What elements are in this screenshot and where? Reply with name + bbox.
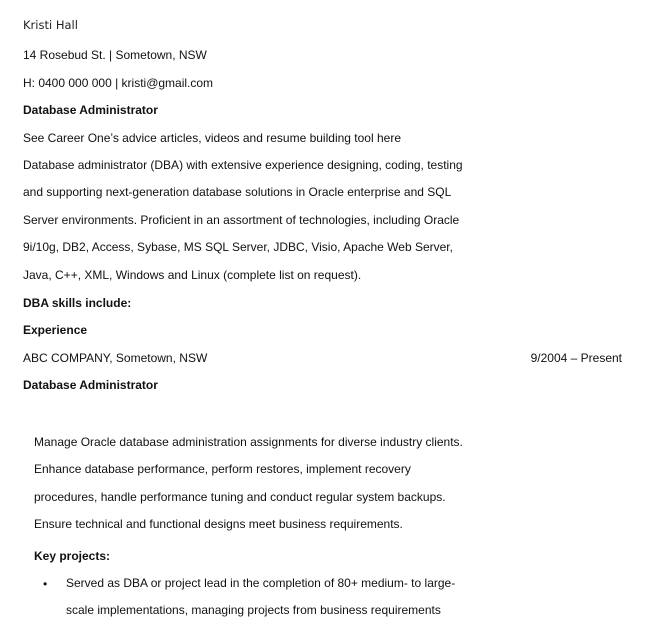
contact-line: H: 0400 000 000 | kristi@gmail.com xyxy=(23,76,214,90)
summary-line: Database administrator (DBA) with extensive experience designing, coding, testing xyxy=(23,158,463,172)
employment-dates: 9/2004 – Present xyxy=(530,351,622,365)
summary-line: See Career One’s advice articles, videos and resume building tool here xyxy=(23,131,401,145)
company-name: ABC COMPANY, Sometown, NSW xyxy=(23,351,208,365)
job-title-heading: Database Administrator xyxy=(23,103,158,117)
role-title: Database Administrator xyxy=(23,378,158,392)
summary-line: Server environments. Proficient in an assortment of technologies, including Oracle xyxy=(23,213,460,227)
summary-line: 9i/10g, DB2, Access, Sybase, MS SQL Server, JDBC, Visio, Apache Web Server, xyxy=(23,240,453,254)
bullet-icon: • xyxy=(43,577,48,591)
skills-heading: DBA skills include: xyxy=(23,296,132,310)
candidate-name: Kristi Hall xyxy=(23,18,78,32)
duty-line: Ensure technical and functional designs meet business requirements. xyxy=(34,517,403,531)
summary-line: and supporting next-generation database solutions in Oracle enterprise and SQL xyxy=(23,185,452,199)
duty-line: Enhance database performance, perform restores, implement recovery xyxy=(34,462,411,476)
experience-heading: Experience xyxy=(23,323,88,337)
duty-line: procedures, handle performance tuning and conduct regular system backups. xyxy=(34,490,446,504)
project-line: Served as DBA or project lead in the completion of 80+ medium- to large- xyxy=(66,576,456,590)
project-line: scale implementations, managing projects from business requirements xyxy=(66,603,441,617)
duty-line: Manage Oracle database administration assignments for diverse industry clients. xyxy=(34,435,463,449)
key-projects-heading: Key projects: xyxy=(34,549,111,563)
summary-line: Java, C++, XML, Windows and Linux (complete list on request). xyxy=(23,268,362,282)
address-line: 14 Rosebud St. | Sometown, NSW xyxy=(23,48,207,62)
